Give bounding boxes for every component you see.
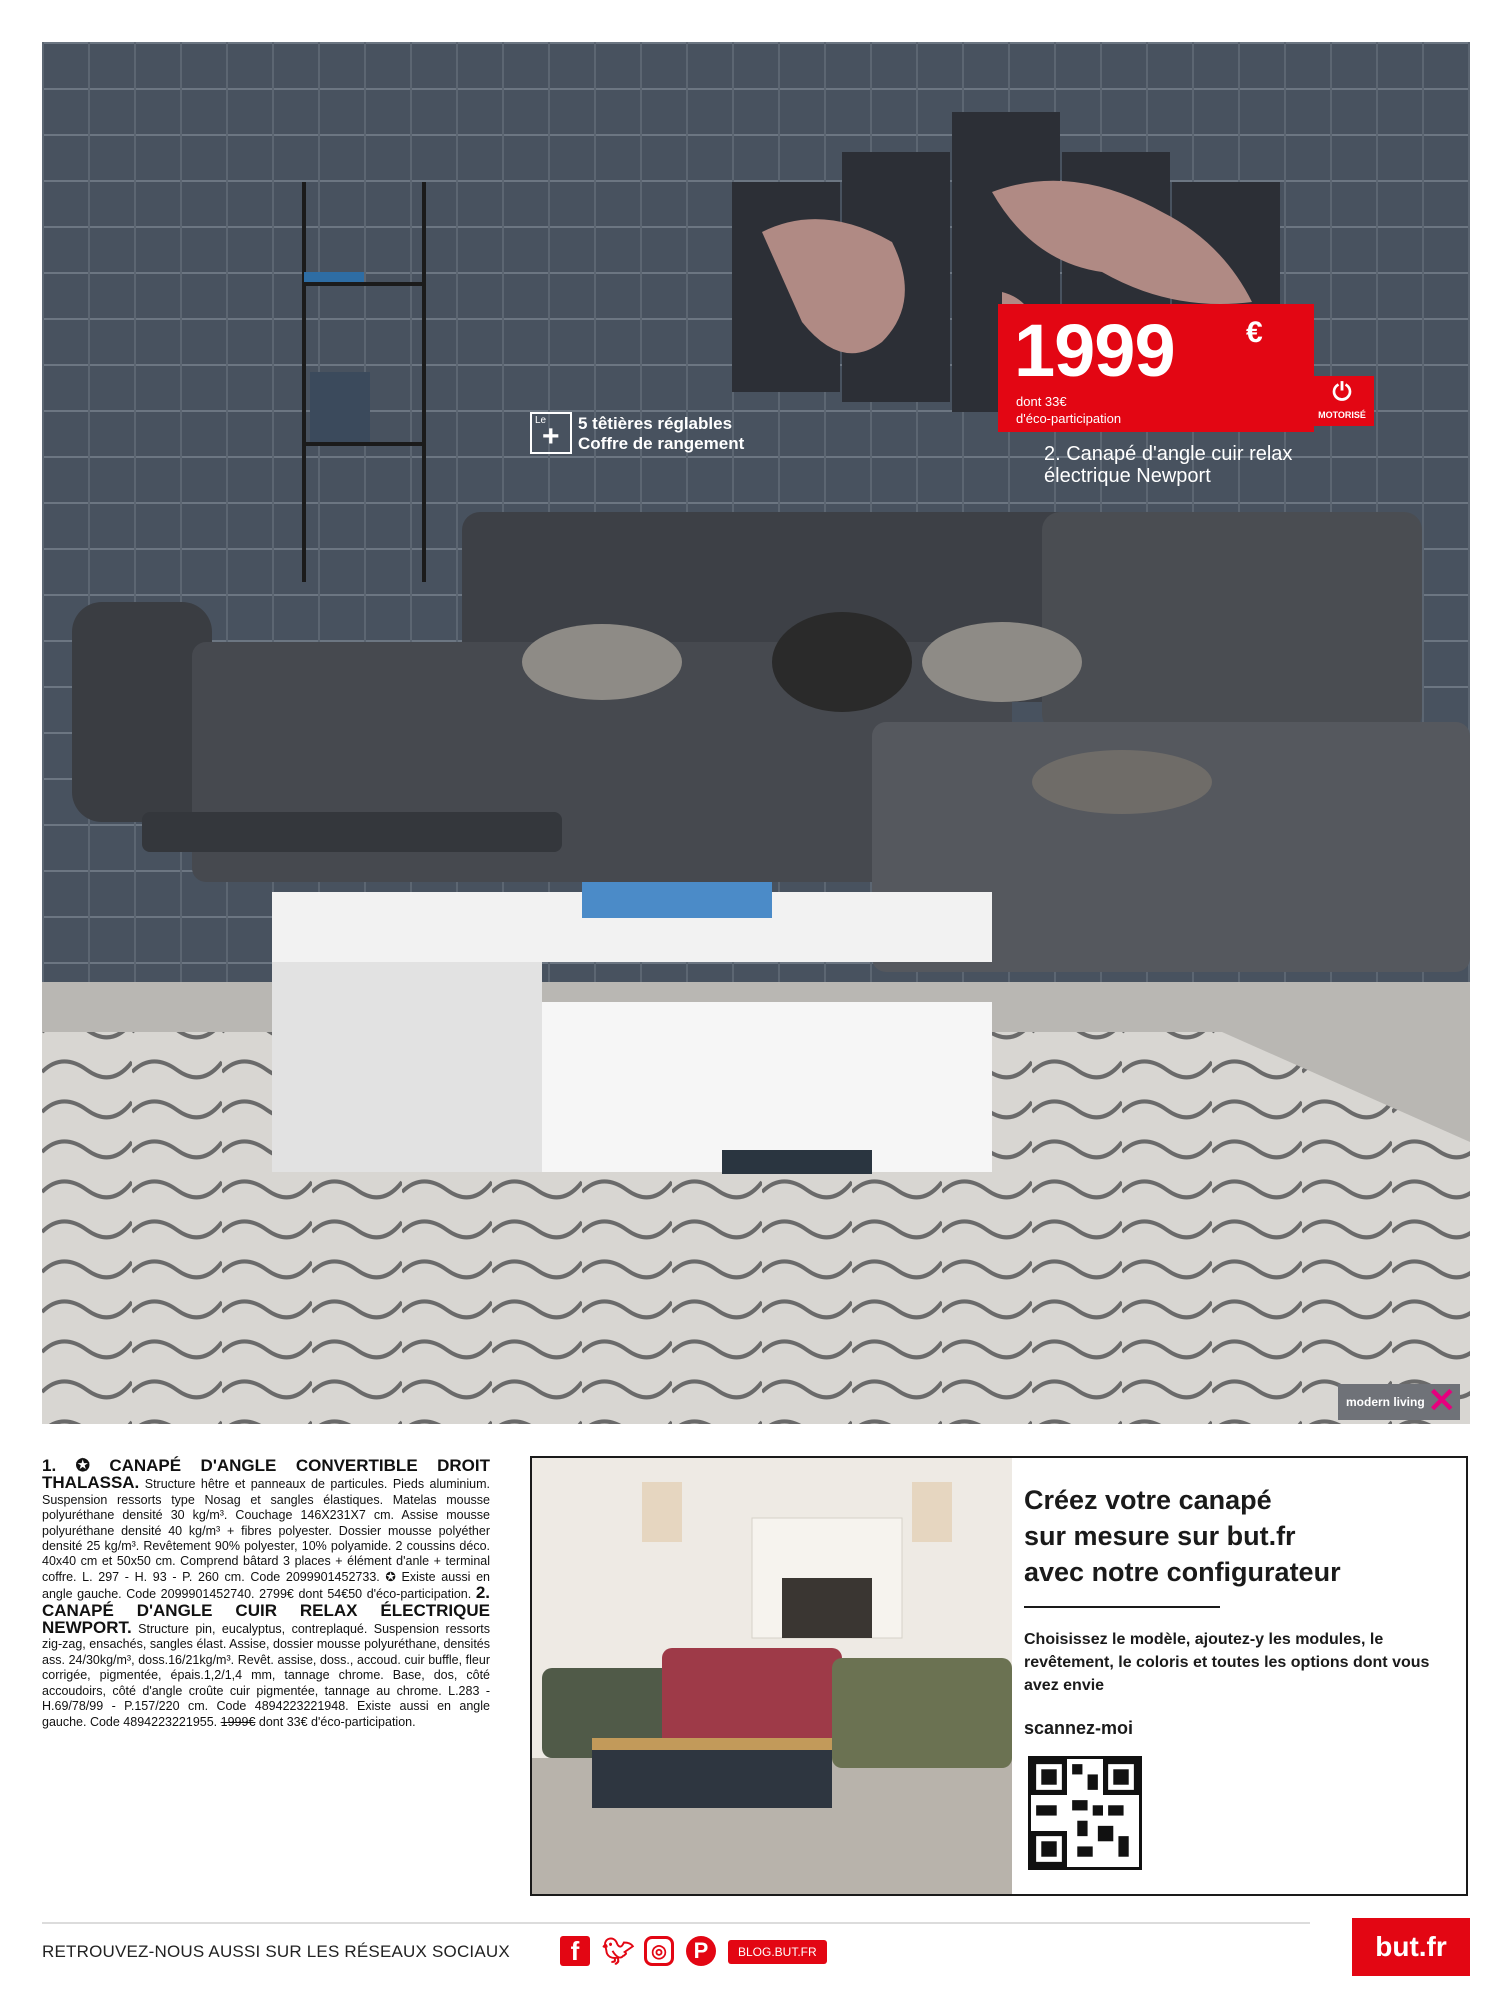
modern-living-label: modern living <box>1346 1395 1425 1409</box>
motorised-badge <box>1310 376 1374 426</box>
motorised-label: MOTORISÉ <box>1318 410 1366 420</box>
product-2-eco: dont 33€ d'éco-participation. <box>258 1714 416 1729</box>
configurator-subtitle: Choisissez le modèle, ajoutez-y les modules, le revêtement, le coloris et toutes les options dont vous avez envie <box>1024 1631 1430 1694</box>
price-currency: € <box>1246 316 1263 349</box>
facebook-icon[interactable]: f <box>560 1936 590 1966</box>
configurator-title-line-1: Créez votre canapé <box>1024 1485 1272 1515</box>
social-text: RETROUVEZ-NOUS AUSSI SUR LES RÉSEAUX SOCIAUX <box>42 1942 510 1961</box>
hero-photo <box>42 42 1470 1424</box>
twitter-icon[interactable]: 🐦︎ <box>602 1936 636 1966</box>
feature-badge-label: Le <box>535 415 547 426</box>
footer-divider <box>42 1922 1310 1924</box>
modern-living-badge <box>1338 1384 1460 1420</box>
product-2-price: 1999€ <box>220 1714 256 1729</box>
product-label-line-2: électrique Newport <box>1044 465 1211 487</box>
eco-participation-line-2: d'éco-participation <box>1016 411 1122 426</box>
product-label <box>1044 443 1292 487</box>
feature-line-1: 5 têtières réglables <box>578 414 733 433</box>
plug-icon: ⏻ <box>1332 379 1352 406</box>
configurator-title <box>1024 1482 1341 1590</box>
product-2-title: 2. CANAPÉ D'ANGLE CUIR RELAX ÉLECTRIQUE NEWPORT. <box>42 1583 491 1638</box>
product-description <box>42 1458 490 1730</box>
feature-line-2: Coffre de rangement <box>578 434 745 453</box>
plus-icon: Le + <box>530 412 572 454</box>
configurator-promo[interactable] <box>530 1456 1468 1896</box>
product-label-line-1: 2. Canapé d'angle cuir relax <box>1044 443 1293 465</box>
configurator-title-line-2: sur mesure sur but.fr <box>1024 1521 1296 1551</box>
feature-callout <box>530 412 744 454</box>
social-icons <box>560 1936 716 1966</box>
product-1-body: Structure hêtre et panneaux de particules. Pieds aluminium. Suspension ressorts type Nosag et sangles élastiques. Matelas mousse polyuréthane densité 30 kg/m³. Couchage 146X231X7 cm. Assise mousse polyuréthane densité 40 kg/m³ + fibres polyester. Dossier mousse polyéther densité 25 kg/m³. Revêtement 90% polyester, 10% polyamide. 2 coussins déco. 40x40 cm et 50x50 cm. Comprend bâtard 3 places + élément d'anle + terminal coffre. L. 297 - H. 93 - P. 260 cm. Code 2099901452733. ✪ Existe aussi en angle gauche. Code 2099901452740. 2799€ dont 54€50 d'éco-participation. <box>42 1477 490 1602</box>
x-icon: ✕ <box>1427 1382 1456 1420</box>
configurator-photo <box>532 1458 1012 1894</box>
living-room-illustration <box>42 42 1470 1424</box>
eco-participation-line-1: dont 33€ <box>1016 394 1067 409</box>
product-2-body: Structure pin, eucalyptus, contreplaqué. Suspension ressorts zig-zag, ensachés, sangles élast. Assise, dossier mousse polyuréthane, densités ass. 24/30kg/m³, doss.16/21kg/m³. Revêt. assise, doss., accoud. cuir buffle, fleur corrigée, pigmentée, épais.1,2/1,4 mm, tannage chrome. Base, dos, côté accoudoirs, côté d'angle croûte cuir pigmentée, tannage au chrome. L.283 - H.69/78/99 - P.157/220 cm. Code 4894223221948. Existe aussi en angle gauche. Code 4894223221955. <box>42 1622 490 1729</box>
scan-label: scannez-moi <box>1024 1718 1134 1738</box>
qr-code[interactable] <box>1028 1756 1142 1870</box>
price-amount: 1999 <box>1014 309 1175 392</box>
price-tag <box>998 304 1314 432</box>
instagram-icon[interactable]: ◎ <box>644 1936 674 1966</box>
coffee-table <box>272 882 992 1174</box>
divider <box>1024 1606 1220 1608</box>
configurator-title-line-3: avec notre configurateur <box>1024 1557 1341 1587</box>
pinterest-icon[interactable]: P <box>686 1936 716 1966</box>
product-1-title: 1. ✪ CANAPÉ D'ANGLE CONVERTIBLE DROIT THALASSA. <box>42 1456 490 1493</box>
blog-link[interactable]: BLOG.BUT.FR <box>728 1940 827 1964</box>
but-logo[interactable]: but.fr <box>1352 1918 1470 1976</box>
